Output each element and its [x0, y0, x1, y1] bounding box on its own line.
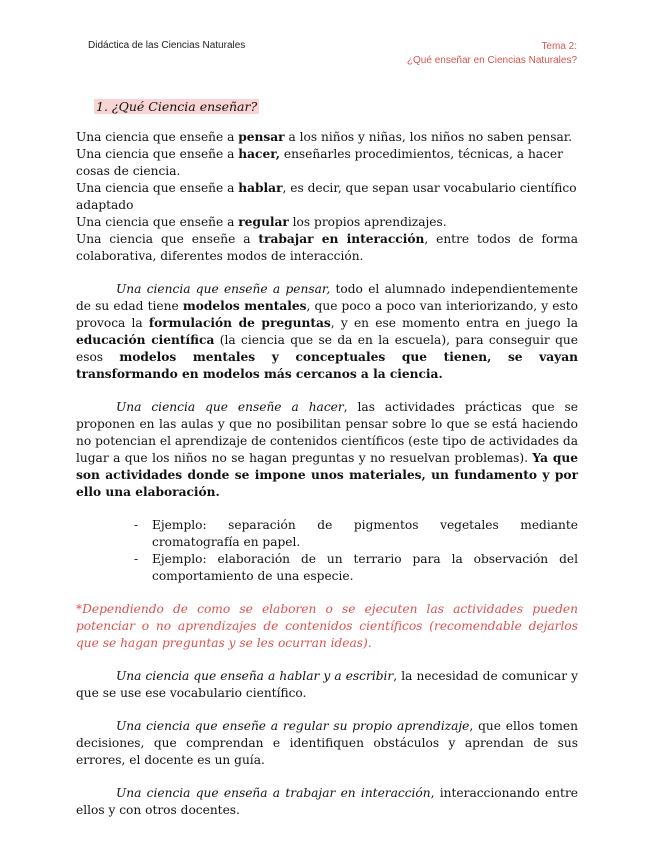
paragraph-interaccion: Una ciencia que enseña a trabajar en interacción, interaccionando entre ellos y con otros docentes. [76, 786, 578, 817]
note-paragraph: *Dependiendo de como se elaboren o se ejecuten las actividades pueden potenciar o no aprendizajes de contenidos científicos (recomendable dejarlos que se hagan preguntas y se les ocurran ideas). [76, 602, 578, 650]
header-subject: Didáctica de las Ciencias Naturales [88, 40, 246, 51]
paragraph-regular: Una ciencia que enseñe a regular su propio aprendizaje, que ellos tomen decisiones, que comprendan e identifiquen obstáculos y aprendan de sus errores, el docente es un guía. [76, 719, 578, 767]
intro-line-pensar: Una ciencia que enseñe a pensar a los niños y niñas, los niños no saben pensar. [76, 130, 573, 144]
paragraph-pensar: Una ciencia que enseñe a pensar, todo el alumnado independientemente de su edad tiene modelos mentales, que poco a poco van interiorizando, y esto provoca la formulación de preguntas, y en ese momento entra en juego la educación científica (la ciencia que se da en la escuela), para conseguir que esos modelos mentales y conceptuales que tienen, se vayan transformando en modelos más cercanos a la ciencia. [76, 282, 578, 381]
examples-list [134, 517, 578, 585]
list-item: - Ejemplo: elaboración de un terrario para la observación del comportamiento de una especie. [134, 551, 578, 585]
intro-line-interaccion: Una ciencia que enseñe a trabajar en interacción, entre todos de forma colaborativa, diferentes modos de interacción. [76, 232, 578, 263]
list-item: - Ejemplo: separación de pigmentos vegetales mediante cromatografía en papel. [134, 517, 578, 551]
intro-line-regular: Una ciencia que enseñe a regular los propios aprendizajes. [76, 215, 447, 229]
intro-line-hacer: Una ciencia que enseñe a hacer, enseñarles procedimientos, técnicas, a hacer cosas de ciencia. [76, 147, 563, 178]
header-topic-number: Tema 2: [541, 41, 577, 52]
intro-list [76, 129, 578, 265]
header-topic [407, 40, 577, 68]
paragraph-hablar: Una ciencia que enseña a hablar y a escribir, la necesidad de comunicar y que se use ese vocabulario científico. [76, 669, 578, 700]
document-body [76, 98, 578, 819]
header-topic-title: ¿Qué enseñar en Ciencias Naturales? [406, 55, 577, 66]
paragraph-hacer: Una ciencia que enseñe a hacer, las actividades prácticas que se proponen en las aulas y que no posibilitan pensar sobre lo que se está haciendo no potencian el aprendizaje de contenidos científicos (este tipo de actividades da lugar a que los niños no se hagan preguntas y no resuelvan problemas). Ya que son actividades donde se impone unos materiales, un fundamento y por ello una elaboración. [76, 400, 578, 499]
section-heading: 1. ¿Qué Ciencia enseñar? [96, 99, 258, 114]
intro-line-hablar: Una ciencia que enseñe a hablar, es decir, que sepan usar vocabulario científico adaptado [76, 181, 577, 212]
